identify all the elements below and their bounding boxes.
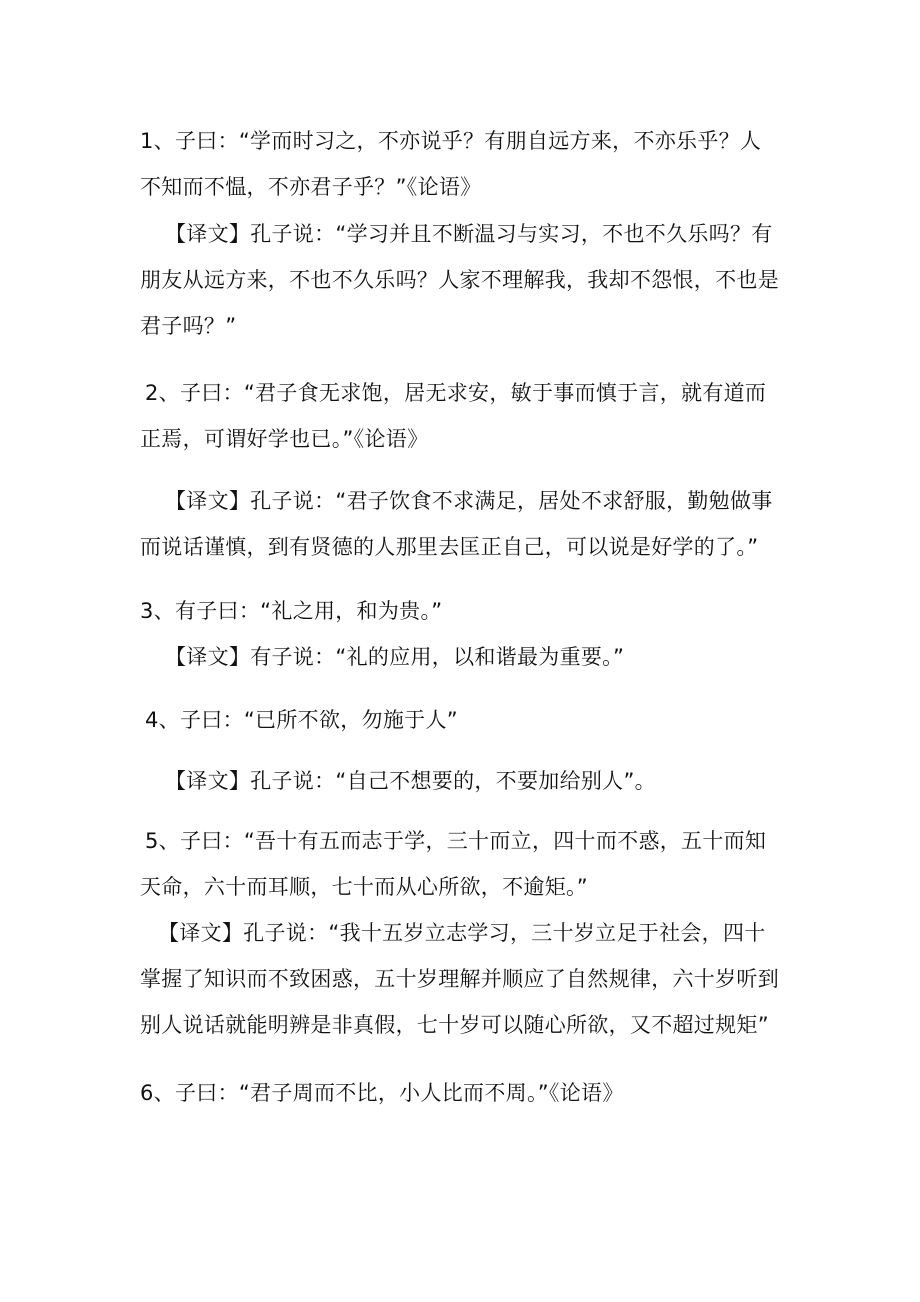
entry-6-quote [0,1070,624,1116]
entry-5-quote [0,818,766,910]
text-line: 1、子曰：“学而时习之，不亦说乎？有朋自远方来，不亦乐乎？人 [140,129,762,153]
entry-3-quote [0,588,442,634]
text-line: 【译文】孔子说：“我十五岁立志学习，三十岁立足于社会，四十 [158,921,766,945]
text-line: 【译文】孔子说：“学习并且不断温习与实习，不也不久乐吗？有 [165,222,773,246]
entry-2-quote [0,370,766,462]
text-line: 朋友从远方来，不也不久乐吗？人家不理解我，我却不怨恨，不也是 [140,268,779,292]
text-line: 【译文】孔子说：“君子饮食不求满足，居处不求舒服，勤勉做事 [165,489,773,513]
text-line: 掌握了知识而不致困惑，五十岁理解并顺应了自然规律，六十岁听到 [140,967,779,991]
text-line: 【译文】有子说：“礼的应用，以和谐最为重要。” [165,645,625,669]
text-line: 6、子曰：“君子周而不比，小人比而不周。”《论语》 [140,1081,624,1105]
text-line: 2、子曰：“君子食无求饱，居无求安，敏于事而慎于言，就有道而 [145,381,767,405]
text-line: 天命，六十而耳顺，七十而从心所欲，不逾矩。” [140,875,588,899]
text-line: 君子吗？” [140,314,237,338]
text-line: 别人说话就能明辨是非真假，七十岁可以随心所欲，又不超过规矩” [140,1013,769,1037]
text-line: 3、有子曰：“礼之用，和为贵。” [140,599,443,623]
entry-2-translation [0,478,773,570]
text-line: 4、子曰：“已所不欲，勿施于人” [145,708,458,732]
entry-3-translation [0,634,624,680]
text-line: 而说话谨慎，到有贤德的人那里去匡正自己，可以说是好学的了。” [140,535,759,559]
text-line: 5、子曰：“吾十有五而志于学，三十而立，四十而不惑，五十而知 [145,829,767,853]
entry-5-translation [0,910,779,1048]
entry-4-quote [0,697,458,743]
text-line: 不知而不愠，不亦君子乎？”《论语》 [140,175,482,199]
entry-4-translation [0,758,656,804]
entry-1-translation [0,211,779,349]
entry-1-quote [0,118,761,210]
text-line: 【译文】孔子说：“自己不想要的，不要加给别人”。 [165,769,656,793]
text-line: 正焉，可谓好学也已。”《论语》 [140,427,429,451]
